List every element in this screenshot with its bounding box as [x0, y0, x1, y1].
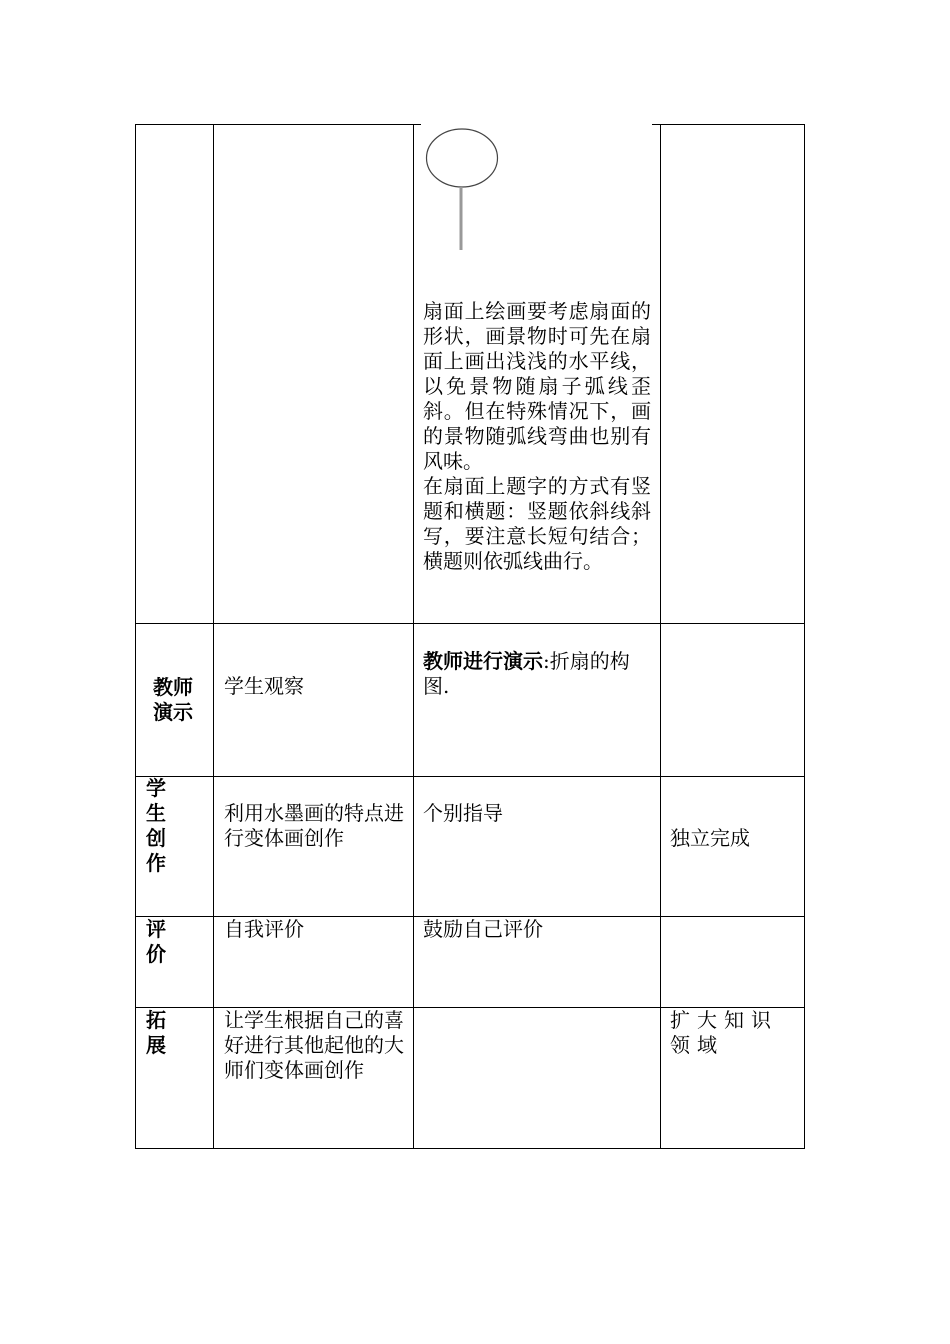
- row1-teacher-paragraph-1: 扇面上绘画要考虑扇面的形状，画景物时可先在扇面上画出浅浅的水平线，以免景物随扇子弧线歪斜。但在特殊情况下，画的景物随弧线弯曲也别有风味。: [423, 299, 651, 473]
- row3-intent-cell: 独立完成: [670, 826, 750, 850]
- row1-teacher-paragraph-2: 在扇面上题字的方式有竖题和横题：竖题依斜线斜写，要注意长短句结合；横题则依弧线曲行。: [423, 474, 651, 573]
- row2-student-cell: 学生观察: [224, 674, 304, 698]
- row5-intent-cell: 扩大知识领域: [670, 1008, 778, 1057]
- table-border-bottom: [135, 1148, 805, 1149]
- row5-student-cell: 让学生根据自己的喜好进行其他起他的大师们变体画创作: [224, 1008, 404, 1082]
- table-border-top-right: [652, 124, 805, 125]
- row2-teacher-rest: :折扇的构图.: [423, 649, 630, 698]
- row4-teacher-cell: 鼓励自己评价: [423, 917, 543, 941]
- row2-teacher-bold: 教师进行演示: [423, 649, 543, 673]
- table-col-divider-2: [413, 124, 414, 1149]
- row1-teacher-cell: [423, 299, 651, 574]
- table-border-top-left: [135, 124, 421, 125]
- row3-stage-label: 学生创作: [146, 776, 166, 875]
- round-fan-icon: [424, 126, 502, 252]
- row2-stage-label: 教师演示: [153, 675, 193, 724]
- table-border-right: [804, 124, 805, 1149]
- row3-student-cell: 利用水墨画的特点进行变体画创作: [224, 801, 404, 850]
- row3-teacher-cell: 个别指导: [423, 801, 503, 825]
- table-row-divider-2: [135, 776, 805, 777]
- table-row-divider-1: [135, 623, 805, 624]
- row4-stage-label: 评价: [146, 917, 166, 966]
- row5-stage-label: 拓展: [146, 1008, 166, 1057]
- table-col-divider-3: [660, 124, 661, 1149]
- table-border-left: [135, 124, 136, 1149]
- table-col-divider-1: [213, 124, 214, 1149]
- row4-student-cell: 自我评价: [224, 917, 304, 941]
- row2-teacher-cell: [423, 649, 655, 699]
